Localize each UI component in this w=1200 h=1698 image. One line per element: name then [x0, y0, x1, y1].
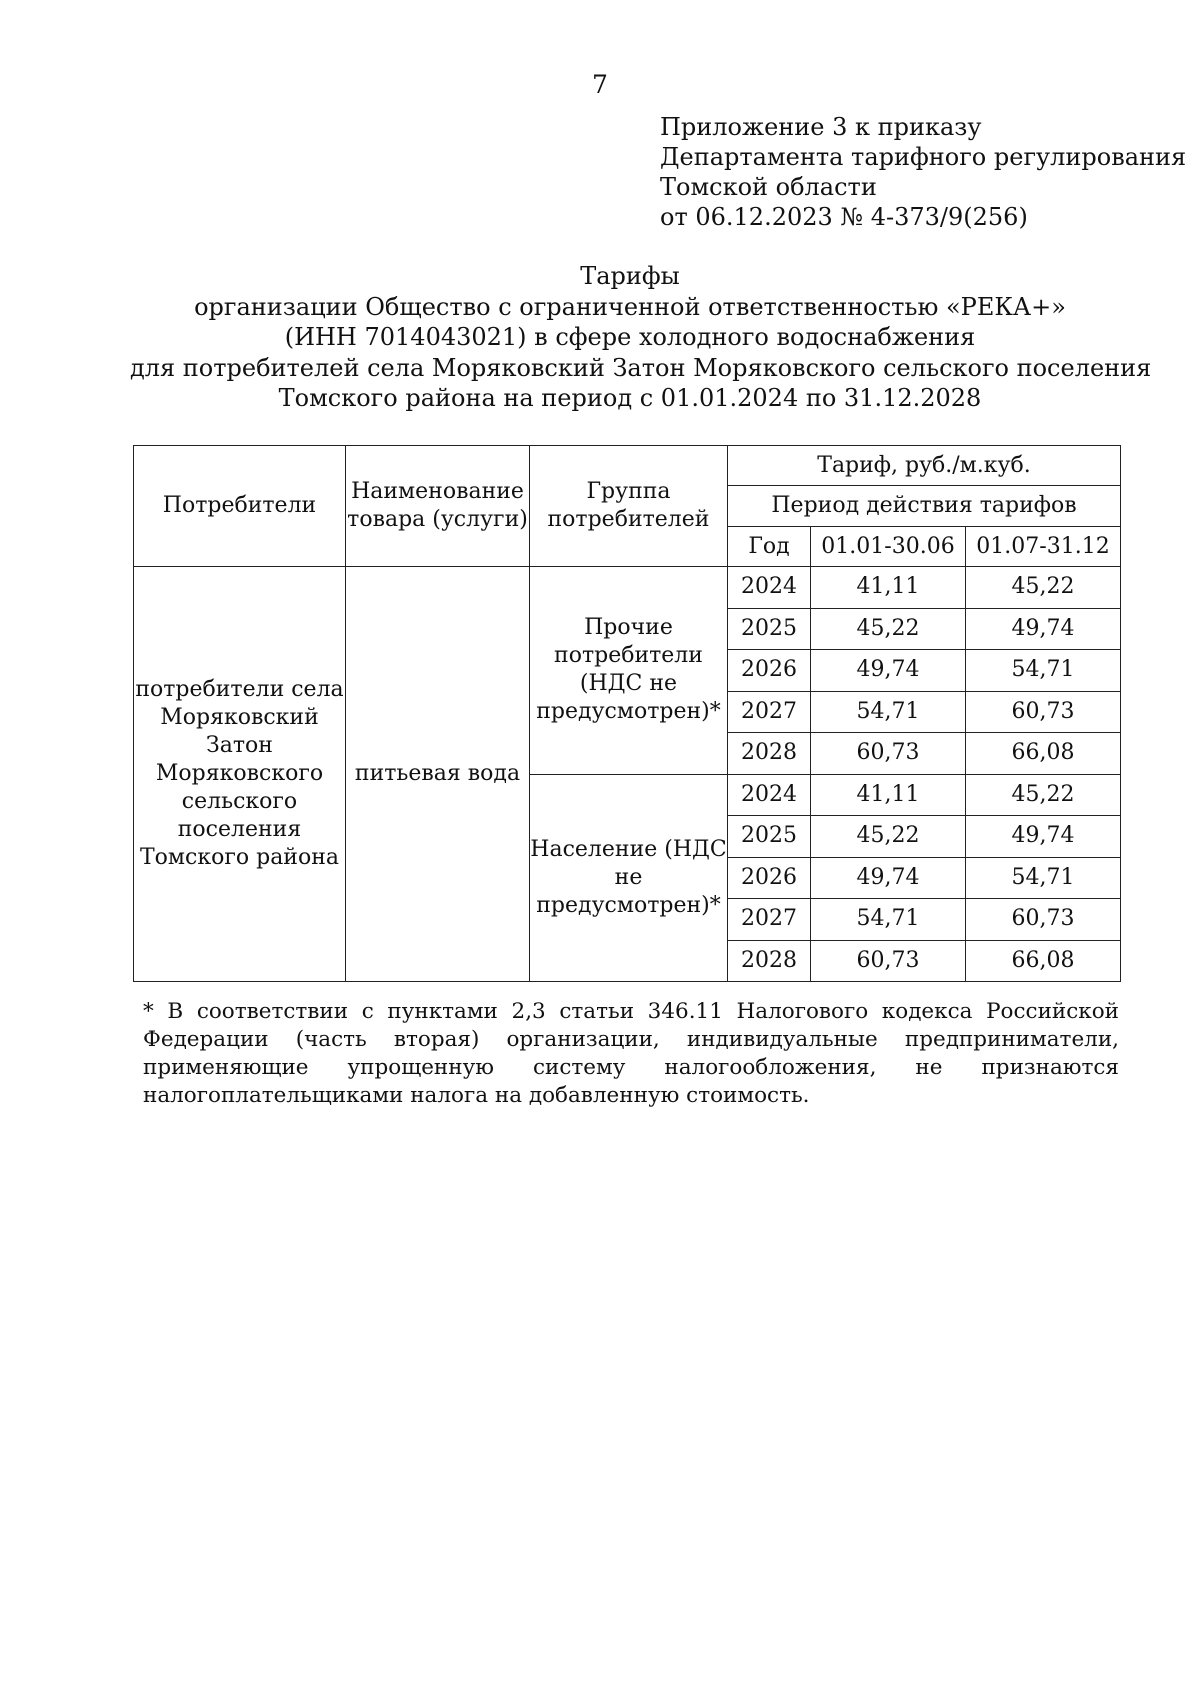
header-first-half: 01.01-30.06	[811, 527, 966, 567]
header-year: Год	[728, 527, 811, 567]
tariff-second-half: 54,71	[966, 857, 1121, 899]
year-cell: 2026	[728, 650, 811, 692]
tariff-second-half: 49,74	[966, 608, 1121, 650]
title-line: (ИНН 7014043021) в сфере холодного водоснабжения	[284, 323, 976, 351]
tariff-second-half: 60,73	[966, 899, 1121, 941]
tariff-first-half: 41,11	[811, 774, 966, 816]
year-cell: 2027	[728, 899, 811, 941]
tariff-second-half: 66,08	[966, 733, 1121, 775]
header-group: Группа потребителей	[530, 446, 728, 567]
document-title	[130, 261, 1152, 414]
tariff-second-half: 60,73	[966, 691, 1121, 733]
tariff-first-half: 49,74	[811, 857, 966, 899]
tariff-first-half: 54,71	[811, 899, 966, 941]
tariff-second-half: 66,08	[966, 940, 1121, 982]
title-line: Тарифы	[580, 262, 680, 290]
appendix-line: от 06.12.2023 № 4-373/9(256)	[660, 203, 1028, 231]
table-row	[134, 567, 1121, 609]
group-other-consumers: Прочие потребители (НДС не предусмотрен)*	[530, 567, 728, 775]
header-second-half: 01.07-31.12	[966, 527, 1121, 567]
tariff-table	[133, 445, 1121, 982]
appendix-line: Приложение 3 к приказу	[660, 113, 982, 141]
tariff-first-half: 41,11	[811, 567, 966, 609]
year-cell: 2028	[728, 940, 811, 982]
tariff-first-half: 60,73	[811, 733, 966, 775]
year-cell: 2028	[728, 733, 811, 775]
tariff-first-half: 45,22	[811, 608, 966, 650]
year-cell: 2026	[728, 857, 811, 899]
appendix-line: Департамента тарифного регулирования	[660, 143, 1187, 171]
year-cell: 2024	[728, 774, 811, 816]
header-tariff: Тариф, руб./м.куб.	[728, 446, 1121, 486]
title-line: организации Общество с ограниченной ответственностью «РЕКА+»	[194, 292, 1066, 321]
tariff-second-half: 49,74	[966, 816, 1121, 858]
tariff-second-half: 45,22	[966, 774, 1121, 816]
consumers-cell: потребители села Моряковский Затон Моряковского сельского поселения Томского района	[134, 567, 346, 982]
year-cell: 2025	[728, 816, 811, 858]
year-cell: 2024	[728, 567, 811, 609]
header-consumers: Потребители	[134, 446, 346, 567]
tariff-second-half: 54,71	[966, 650, 1121, 692]
page-number: 7	[592, 70, 608, 99]
tariff-first-half: 54,71	[811, 691, 966, 733]
title-line: Томского района на период с 01.01.2024 по 31.12.2028	[278, 384, 982, 412]
product-cell: питьевая вода	[346, 567, 530, 982]
footnote: * В соответствии с пунктами 2,3 статьи 346.11 Налогового кодекса Российской Федерации (часть вторая) организации, индивидуальные предприниматели, применяющие упрощенную систему налогообложения, не признаются налогоплательщиками налога на добавленную стоимость.	[143, 999, 1119, 1108]
year-cell: 2025	[728, 608, 811, 650]
tariff-first-half: 45,22	[811, 816, 966, 858]
header-period: Период действия тарифов	[728, 486, 1121, 527]
group-population: Население (НДС не предусмотрен)*	[530, 774, 728, 982]
tariff-first-half: 49,74	[811, 650, 966, 692]
tariff-second-half: 45,22	[966, 567, 1121, 609]
appendix-reference	[660, 112, 1186, 232]
appendix-line: Томской области	[660, 173, 877, 201]
year-cell: 2027	[728, 691, 811, 733]
tariff-first-half: 60,73	[811, 940, 966, 982]
title-line: для потребителей села Моряковский Затон Моряковского сельского поселения	[130, 353, 1152, 382]
header-product: Наименование товара (услуги)	[346, 446, 530, 567]
